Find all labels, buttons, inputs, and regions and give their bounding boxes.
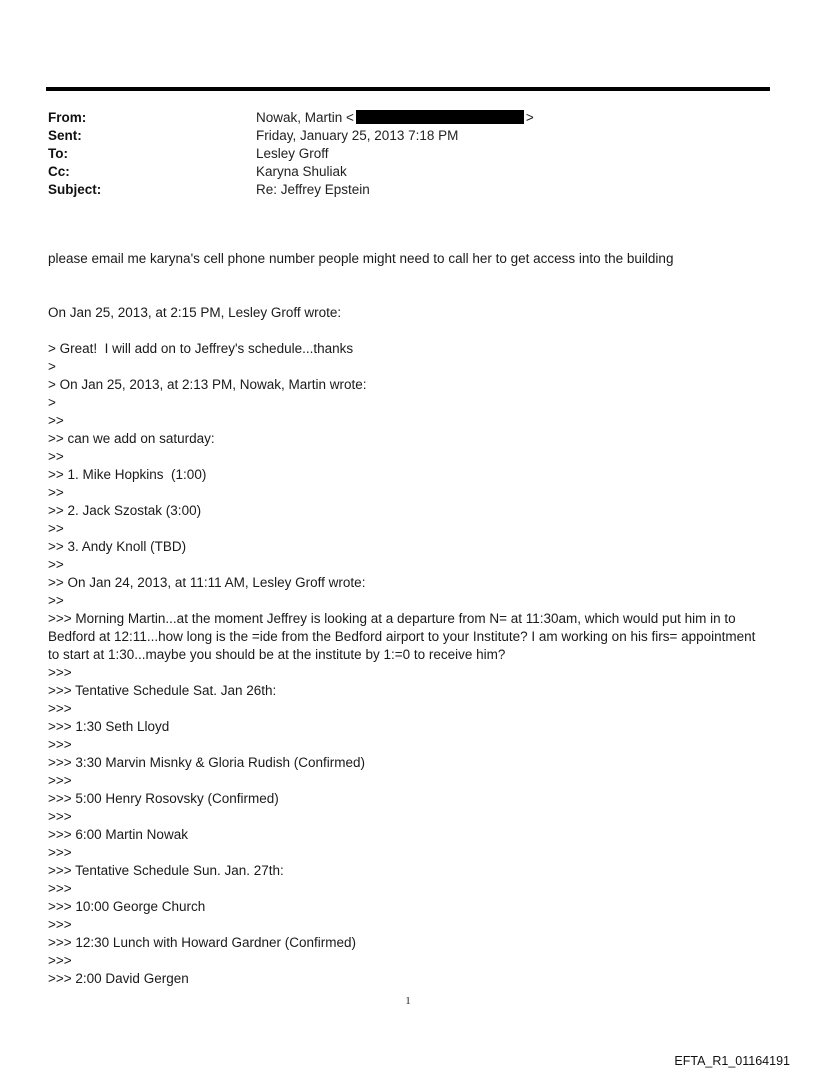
schedule-line: >>> 6:00 Martin Nowak: [48, 827, 188, 842]
schedule-line: >>> 3:30 Marvin Misnky & Gloria Rudish (Confirmed): [48, 755, 365, 770]
to-label: To:: [48, 145, 68, 161]
sent-label: Sent:: [48, 127, 82, 143]
schedule-line: >>>: [48, 917, 72, 932]
cc-value: Karyna Shuliak: [256, 163, 347, 179]
quoted-line: >>: [48, 413, 64, 428]
quoted-line: >>: [48, 593, 64, 608]
schedule-line: >>>: [48, 737, 72, 752]
quoted-line: >> 1. Mike Hopkins (1:00): [48, 467, 207, 482]
schedule-line: >>> 5:00 Henry Rosovsky (Confirmed): [48, 791, 279, 806]
from-suffix: >: [525, 109, 534, 125]
email-header: [48, 108, 748, 198]
schedule-line: >>>: [48, 845, 72, 860]
email-body: [48, 250, 768, 988]
page-number: 1: [405, 995, 411, 1007]
message-text: please email me karyna's cell phone number people might need to call her to get access into the building: [48, 251, 674, 266]
schedule-line: >>> 1:30 Seth Lloyd: [48, 719, 170, 734]
schedule-line: >>> 10:00 George Church: [48, 899, 206, 914]
schedule-line: >>> 12:30 Lunch with Howard Gardner (Confirmed): [48, 935, 357, 950]
schedule-line: >>>: [48, 701, 72, 716]
schedule-line: >>>: [48, 809, 72, 824]
quoted-line: >>: [48, 449, 64, 464]
from-row: [48, 108, 748, 126]
to-row: [48, 144, 748, 162]
to-value: Lesley Groff: [256, 145, 329, 161]
from-label: From:: [48, 109, 87, 125]
cc-label: Cc:: [48, 163, 70, 179]
quote-intro: On Jan 25, 2013, at 2:15 PM, Lesley Groff wrote:: [48, 305, 342, 320]
subject-label: Subject:: [48, 181, 102, 197]
schedule-line: >>>: [48, 953, 72, 968]
quoted-line: > Great! I will add on to Jeffrey's schedule...thanks: [48, 341, 354, 356]
schedule-line: >>>: [48, 773, 72, 788]
quoted-line: >: [48, 395, 56, 410]
quoted-line: > On Jan 25, 2013, at 2:13 PM, Nowak, Martin wrote:: [48, 377, 367, 392]
quoted-line: >> can we add on saturday:: [48, 431, 215, 446]
subject-value: Re: Jeffrey Epstein: [256, 181, 370, 197]
morning-paragraph: >>> Morning Martin...at the moment Jeffrey is looking at a departure from N= at 11:30am, which would put him in to Bedford at 12:11...how long is the =ide from the Bedford airport to your Institute? I am working on his firs= appointment to start at 1:30...maybe you should be at the institute by 1:=0 to receive him?: [48, 611, 756, 662]
spacer: [48, 322, 768, 340]
quoted-line: >> On Jan 24, 2013, at 11:11 AM, Lesley Groff wrote:: [48, 575, 366, 590]
sent-value: Friday, January 25, 2013 7:18 PM: [256, 127, 459, 143]
cc-row: [48, 162, 748, 180]
schedule-line: >>> Tentative Schedule Sat. Jan 26th:: [48, 683, 277, 698]
header-rule: [46, 87, 770, 91]
quoted-line: >> 3. Andy Knoll (TBD): [48, 539, 187, 554]
from-value: [256, 110, 534, 125]
redaction-block: [356, 110, 524, 124]
schedule-thread: [48, 664, 768, 988]
schedule-line: >>>: [48, 665, 72, 680]
document-id: EFTA_R1_01164191: [674, 1054, 790, 1068]
schedule-line: >>>: [48, 881, 72, 896]
schedule-line: >>> 2:00 David Gergen: [48, 971, 189, 986]
quoted-line: >>: [48, 521, 64, 536]
quoted-line: >: [48, 359, 56, 374]
quoted-line: >> 2. Jack Szostak (3:00): [48, 503, 202, 518]
sent-row: [48, 126, 748, 144]
quoted-line: >>: [48, 485, 64, 500]
subject-row: [48, 180, 748, 198]
quoted-line: >>: [48, 557, 64, 572]
from-name: Nowak, Martin <: [256, 109, 354, 125]
schedule-line: >>> Tentative Schedule Sun. Jan. 27th:: [48, 863, 284, 878]
quoted-thread: [48, 340, 768, 610]
spacer: [48, 268, 768, 304]
